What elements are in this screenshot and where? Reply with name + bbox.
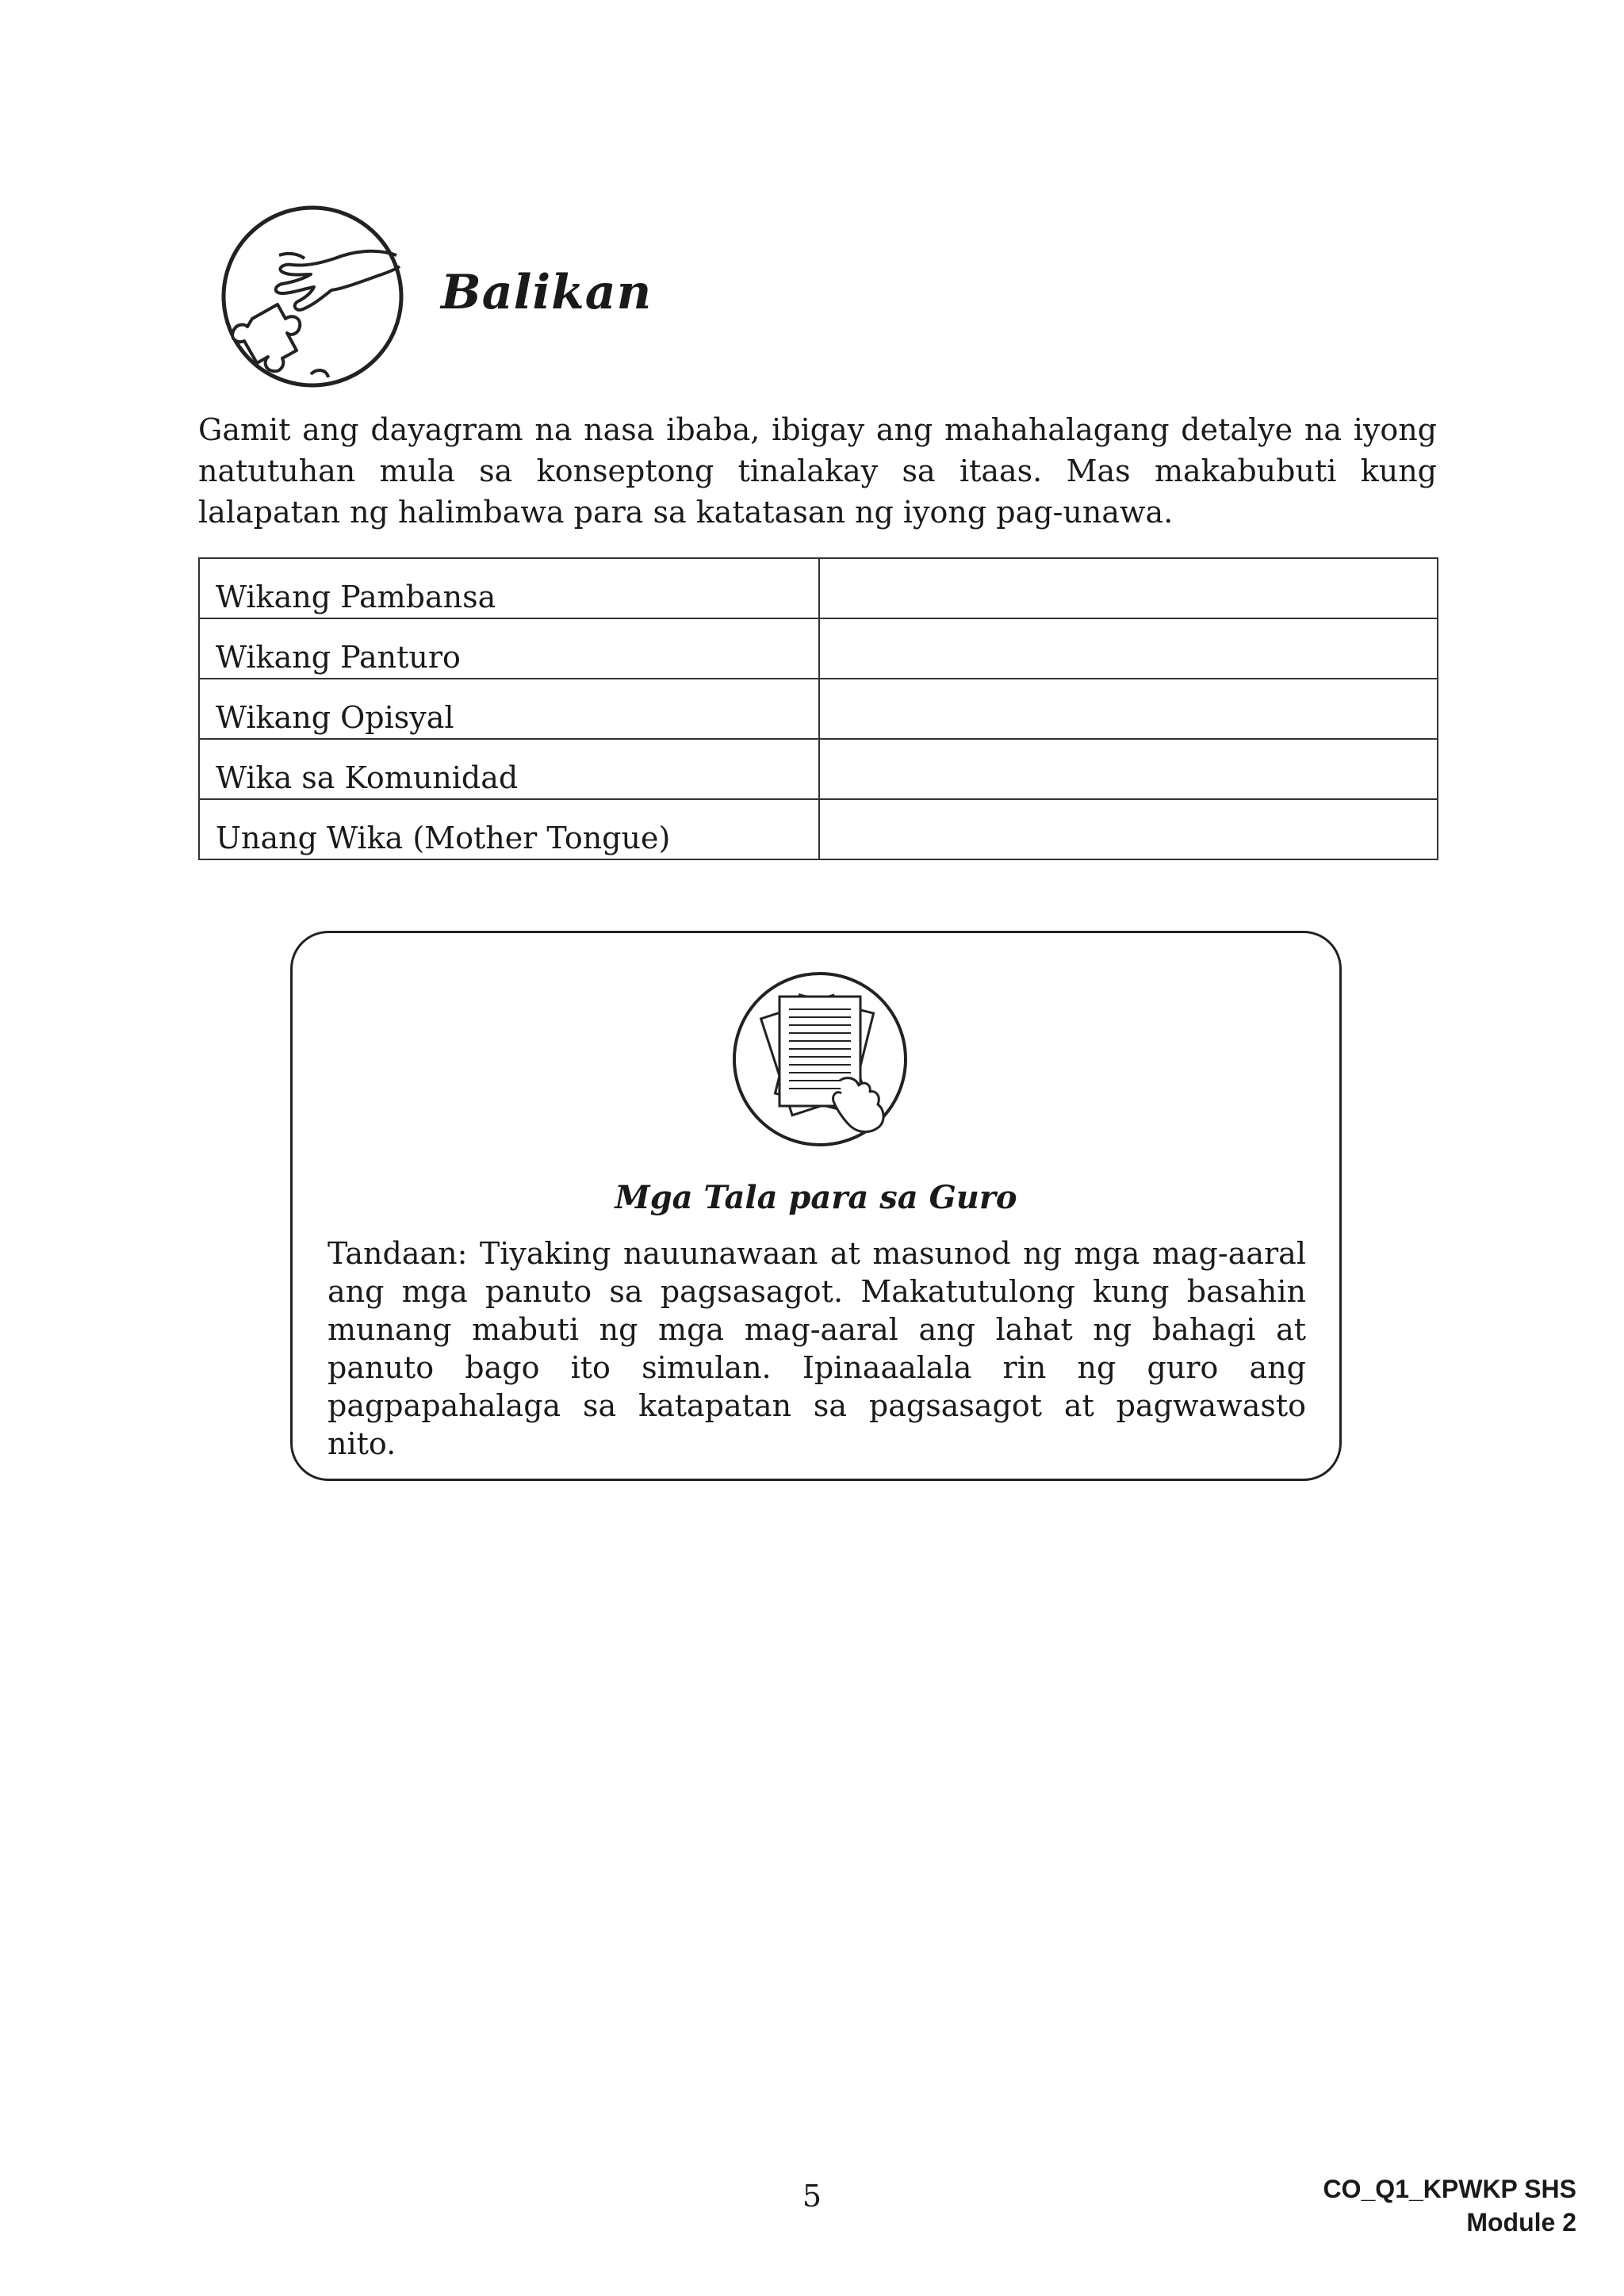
table-row — [199, 679, 1438, 739]
term-cell: Wikang Panturo — [199, 618, 819, 679]
table-row — [199, 739, 1438, 799]
teacher-note-title: Mga Tala para sa Guro — [615, 1179, 1017, 1216]
teacher-note-box — [290, 931, 1342, 1481]
diagram-table — [198, 557, 1438, 860]
hand-puzzle-icon — [216, 200, 409, 393]
answer-cell[interactable] — [819, 618, 1438, 679]
teacher-note-body: Tandaan: Tiyaking nauunawaan at masunod ng mga mag-aaral ang mga panuto sa pagsasagot. Makatutulong kung basahin munang mabuti ng mga mag-aaral ang lahat ng bahagi at panuto bago ito simulan. Ipinaaalala rin ng guro ang pagpapahalaga sa katapatan sa pagsasagot at pagwawasto nito. — [327, 1236, 1306, 1461]
module-code-line1: CO_Q1_KPWKP SHS — [1323, 2175, 1576, 2203]
page-number: 5 — [802, 2179, 822, 2214]
answer-cell[interactable] — [819, 558, 1438, 618]
table-row — [199, 558, 1438, 618]
table-row — [199, 799, 1438, 859]
term-cell: Wikang Opisyal — [199, 679, 819, 739]
module-code-line2: Module 2 — [1466, 2208, 1576, 2237]
term-cell: Unang Wika (Mother Tongue) — [199, 799, 819, 859]
table-row — [199, 618, 1438, 679]
term-cell: Wika sa Komunidad — [199, 739, 819, 799]
answer-cell[interactable] — [819, 679, 1438, 739]
module-code — [1323, 2172, 1577, 2239]
hand-papers-icon — [730, 970, 910, 1149]
section-title: Balikan — [441, 265, 653, 320]
answer-cell[interactable] — [819, 739, 1438, 799]
instructions-text: Gamit ang dayagram na nasa ibaba, ibigay ang mahahalagang detalye na iyong natutuhan mula sa konseptong tinalakay sa itaas. Mas makabubuti kung lalapatan ng halimbawa para sa katatasan ng iyong pag-unawa. — [198, 412, 1437, 530]
answer-cell[interactable] — [819, 799, 1438, 859]
term-cell: Wikang Pambansa — [199, 558, 819, 618]
